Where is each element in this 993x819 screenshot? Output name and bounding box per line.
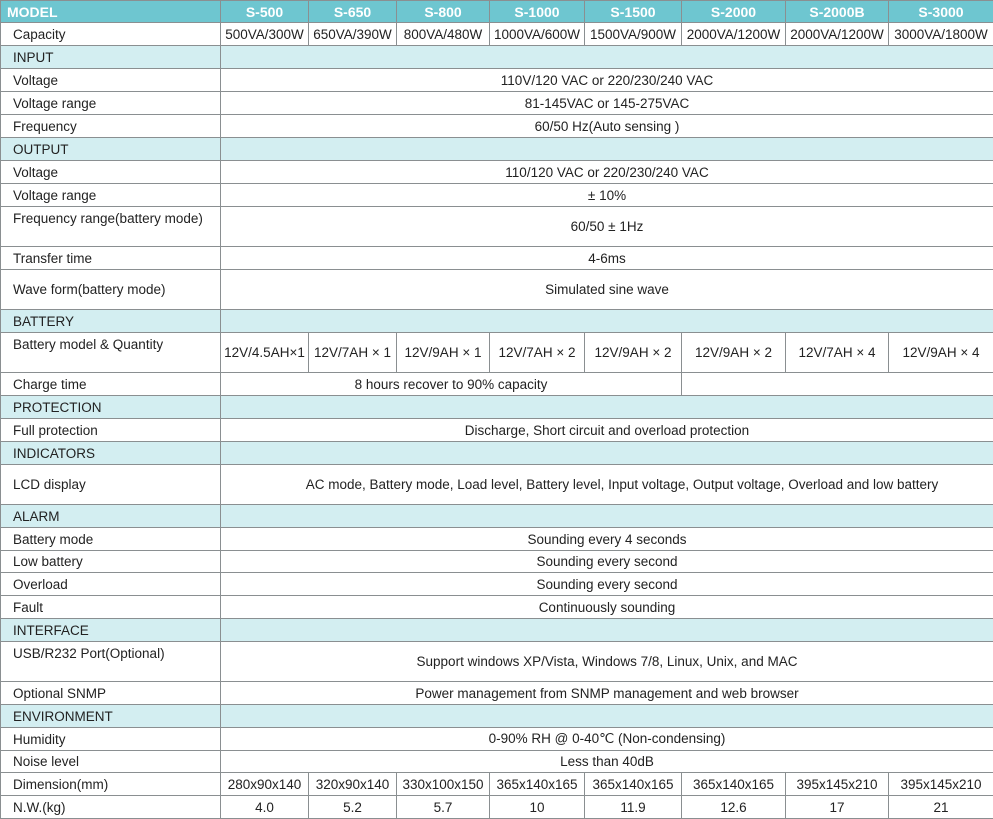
row-label: Charge time [1,373,221,396]
table-row [1,184,993,207]
row-label: Voltage [1,69,221,92]
row-value: Simulated sine wave [221,270,993,310]
row-value: Sounding every second [221,551,993,573]
section-title: INTERFACE [1,619,221,642]
dimension-cell: 395x145x210 [889,773,993,796]
section-fill [221,505,993,528]
table-row [1,69,993,92]
row-label: Frequency [1,115,221,138]
model-name: S-650 [309,1,397,23]
capacity-cell: 800VA/480W [397,23,490,46]
weight-cell: 4.0 [221,796,309,819]
row-value: 60/50 Hz(Auto sensing ) [221,115,993,138]
battery-cell: 12V/7AH × 4 [786,333,889,373]
section-fill [221,46,993,69]
section-fill [221,619,993,642]
section-title: INPUT [1,46,221,69]
row-label: Full protection [1,419,221,442]
row-value: ± 10% [221,184,993,207]
table-row [1,596,993,619]
model-header: MODEL [1,1,221,23]
capacity-cell: 2000VA/1200W [786,23,889,46]
table-row [1,161,993,184]
row-value: 60/50 ± 1Hz [221,207,993,247]
row-label: Noise level [1,751,221,773]
section-fill [221,310,993,333]
table-row [1,247,993,270]
row-value: 110/120 VAC or 220/230/240 VAC [221,161,993,184]
weight-cell: 11.9 [585,796,682,819]
row-label: Optional SNMP [1,682,221,705]
battery-cell: 12V/9AH × 1 [397,333,490,373]
row-label: Frequency range(battery mode) [1,207,221,247]
battery-cell: 12V/7AH × 2 [490,333,585,373]
row-label: Dimension(mm) [1,773,221,796]
row-value: 81-145VAC or 145-275VAC [221,92,993,115]
battery-cell: 12V/9AH × 2 [585,333,682,373]
row-label: N.W.(kg) [1,796,221,819]
capacity-cell: 1500VA/900W [585,23,682,46]
table-row [1,333,993,373]
table-row [1,207,993,247]
dimension-cell: 395x145x210 [786,773,889,796]
weight-cell: 17 [786,796,889,819]
row-label: Voltage range [1,184,221,207]
table-row [1,528,993,551]
table-row [1,642,993,682]
section-fill [221,705,993,728]
row-value: AC mode, Battery mode, Load level, Battery level, Input voltage, Output voltage, Overload and low battery [221,465,993,505]
weight-cell: 12.6 [682,796,786,819]
weight-cell: 5.7 [397,796,490,819]
section-title: INDICATORS [1,442,221,465]
table-row [1,270,993,310]
row-label: Voltage [1,161,221,184]
row-value-fill [682,373,993,396]
capacity-cell: 1000VA/600W [490,23,585,46]
table-row [1,728,993,751]
dimension-cell: 330x100x150 [397,773,490,796]
dimension-row [1,773,993,796]
section-row-indicators [1,442,993,465]
section-row-environment [1,705,993,728]
section-fill [221,396,993,419]
table-row [1,551,993,573]
section-fill [221,442,993,465]
capacity-cell: 500VA/300W [221,23,309,46]
row-label: Low battery [1,551,221,573]
row-label: Battery model & Quantity [1,333,221,373]
row-label: Wave form(battery mode) [1,270,221,310]
weight-cell: 5.2 [309,796,397,819]
capacity-row [1,23,993,46]
row-value: 0-90% RH @ 0-40℃ (Non-condensing) [221,728,993,751]
row-value: Power management from SNMP management and web browser [221,682,993,705]
row-label: Humidity [1,728,221,751]
model-name: S-500 [221,1,309,23]
capacity-cell: 2000VA/1200W [682,23,786,46]
battery-cell: 12V/4.5AH×1 [221,333,309,373]
table-row [1,751,993,773]
row-value: Sounding every second [221,573,993,596]
model-name: S-1500 [585,1,682,23]
section-title: ENVIRONMENT [1,705,221,728]
battery-cell: 12V/9AH × 4 [889,333,993,373]
dimension-cell: 365x140x165 [585,773,682,796]
row-label: LCD display [1,465,221,505]
section-title: OUTPUT [1,138,221,161]
row-label: USB/R232 Port(Optional) [1,642,221,682]
model-name: S-2000B [786,1,889,23]
weight-cell: 10 [490,796,585,819]
battery-cell: 12V/9AH × 2 [682,333,786,373]
table-row [1,419,993,442]
table-row [1,373,993,396]
table-row [1,115,993,138]
model-name: S-2000 [682,1,786,23]
section-fill [221,138,993,161]
dimension-cell: 280x90x140 [221,773,309,796]
header-row [1,1,993,23]
weight-cell: 21 [889,796,993,819]
row-value: 4-6ms [221,247,993,270]
row-value: 8 hours recover to 90% capacity [221,373,682,396]
model-name: S-1000 [490,1,585,23]
row-label: Overload [1,573,221,596]
table-row [1,682,993,705]
table-row [1,465,993,505]
row-value: Discharge, Short circuit and overload protection [221,419,993,442]
row-label: Battery mode [1,528,221,551]
row-label: Transfer time [1,247,221,270]
table-row [1,573,993,596]
section-title: ALARM [1,505,221,528]
section-row-protection [1,396,993,419]
section-row-battery [1,310,993,333]
row-value: Sounding every 4 seconds [221,528,993,551]
dimension-cell: 365x140x165 [490,773,585,796]
dimension-cell: 320x90x140 [309,773,397,796]
model-name: S-3000 [889,1,993,23]
section-row-interface [1,619,993,642]
dimension-cell: 365x140x165 [682,773,786,796]
section-row-input [1,46,993,69]
battery-cell: 12V/7AH × 1 [309,333,397,373]
table-row [1,92,993,115]
section-row-alarm [1,505,993,528]
row-value: Support windows XP/Vista, Windows 7/8, Linux, Unix, and MAC [221,642,993,682]
row-label: Capacity [1,23,221,46]
row-value: Less than 40dB [221,751,993,773]
row-label: Fault [1,596,221,619]
weight-row [1,796,993,819]
model-name: S-800 [397,1,490,23]
capacity-cell: 3000VA/1800W [889,23,993,46]
row-label: Voltage range [1,92,221,115]
section-title: PROTECTION [1,396,221,419]
section-title: BATTERY [1,310,221,333]
row-value: Continuously sounding [221,596,993,619]
row-value: 110V/120 VAC or 220/230/240 VAC [221,69,993,92]
capacity-cell: 650VA/390W [309,23,397,46]
section-row-output [1,138,993,161]
